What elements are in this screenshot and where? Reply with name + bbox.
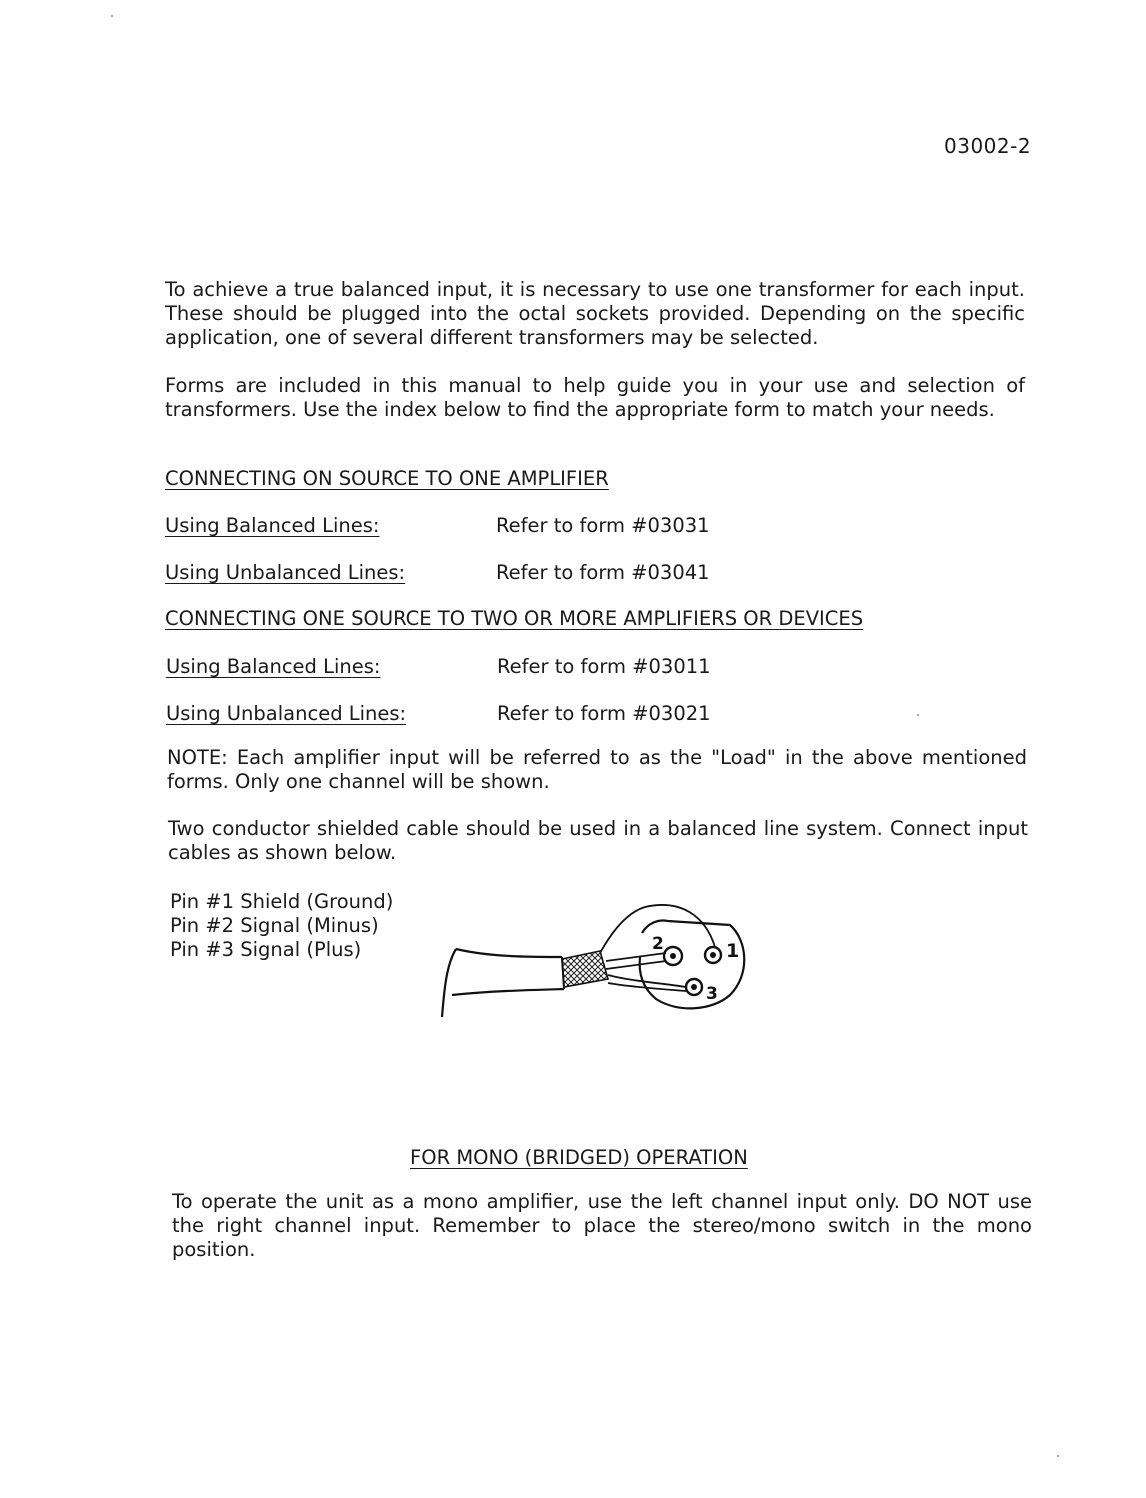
braided-shield	[562, 951, 608, 987]
form-reference: Refer to form #03021	[497, 702, 711, 725]
form-reference: Refer to form #03011	[497, 655, 711, 678]
scan-speck	[917, 714, 919, 716]
cable-jacket-bottom	[452, 989, 564, 995]
minus-conductor	[606, 953, 666, 961]
pin-item: Pin #1 Shield (Ground)	[170, 890, 394, 913]
intro-paragraph: To achieve a true balanced input, it is necessary to use one transformer for each input. These should be plugged into the octal sockets provided. Depending on the specific application, one of several different transformers may be selected.	[165, 278, 1025, 349]
note-paragraph: NOTE: Each amplifier input will be referred to as the "Load" in the above mentioned forms. Only one channel will be shown.	[167, 746, 1027, 793]
pin-item: Pin #3 Signal (Plus)	[170, 938, 362, 961]
pin-label-3: 3	[706, 984, 718, 1004]
cable-paragraph: Two conductor shielded cable should be used in a balanced line system. Connect input cables as shown below.	[168, 817, 1028, 864]
cable-end	[442, 949, 456, 1017]
form-reference: Refer to form #03041	[496, 561, 710, 584]
forms-paragraph: Forms are included in this manual to help guide you in your use and selection of transformers. Use the index below to find the appropriate form to match your needs.	[165, 374, 1025, 421]
form-row-label: Using Balanced Lines:	[165, 514, 380, 537]
cable-jacket-top	[456, 949, 562, 957]
scan-speck	[1057, 1455, 1059, 1457]
page-number: 03002-2	[944, 134, 1032, 158]
xlr-connector-diagram	[430, 895, 760, 1025]
form-row-label: Using Unbalanced Lines:	[165, 561, 406, 584]
pin-item: Pin #2 Signal (Minus)	[170, 914, 379, 937]
pin-list	[170, 890, 393, 962]
mono-paragraph: To operate the unit as a mono amplifier, use the left channel input only. DO NOT use the right channel input. Remember to place the stereo/mono switch in the mono position.	[172, 1190, 1032, 1261]
pin-label-2: 2	[652, 934, 664, 954]
section-heading-one-amplifier: CONNECTING ON SOURCE TO ONE AMPLIFIER	[165, 467, 609, 490]
pin-label-1: 1	[726, 940, 740, 962]
mono-heading: FOR MONO (BRIDGED) OPERATION	[410, 1146, 748, 1169]
form-row-label: Using Unbalanced Lines:	[166, 702, 407, 725]
section-heading-multiple-amplifiers: CONNECTING ONE SOURCE TO TWO OR MORE AMPLIFIERS OR DEVICES	[165, 607, 864, 630]
form-row-label: Using Balanced Lines:	[166, 655, 381, 678]
form-reference: Refer to form #03031	[496, 514, 710, 537]
scan-speck	[111, 15, 113, 17]
